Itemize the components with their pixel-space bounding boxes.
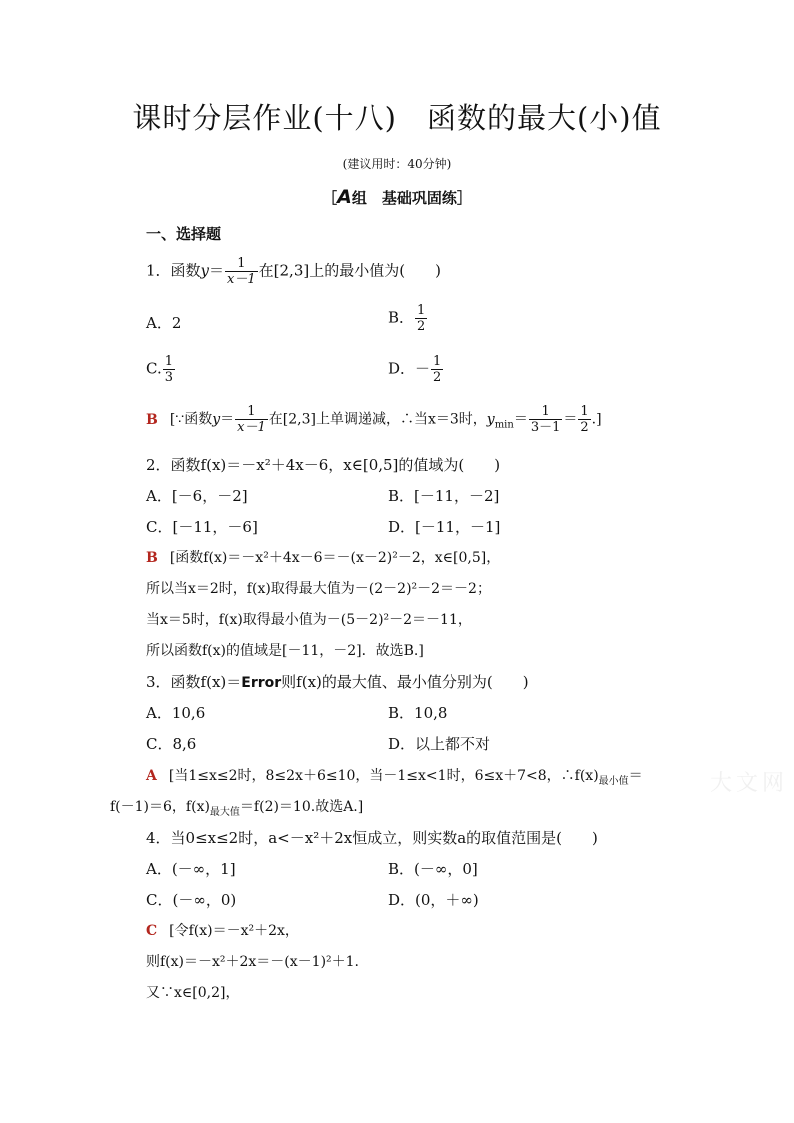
- q3-solution-2: f(－1)＝6，$f(x)_{最大值}=f(2)=10$.故选A.]: [110, 799, 364, 818]
- q4-solution-2: 则f(x)＝－x²＋2x＝－(x－1)²＋1.: [146, 954, 360, 970]
- group-label: 组 基础巩固练: [351, 189, 457, 207]
- group-bracket-close: ］: [456, 189, 472, 207]
- q3-option-a: A．10,6: [146, 704, 206, 722]
- q1-option-d: D．－ $\frac{1}{2}$: [388, 354, 442, 385]
- q2-solution-2: 所以当x＝2时，f(x)取得最大值为－(2－2)²－2＝－2；: [146, 581, 491, 597]
- watermark: 大文网: [709, 771, 788, 796]
- group-heading: [0, 186, 794, 208]
- question-4: 4．当0≤x≤2时，a<－x²＋2x恒成立，则实数a的取值范围是( ): [146, 829, 598, 847]
- q1-y: y: [200, 261, 210, 280]
- question-2: 2．函数f(x)＝－x²＋4x－6，x∈[0,5]的值域为( ): [146, 456, 501, 474]
- q1-option-c: C. $\frac{1}{3}$: [146, 354, 173, 385]
- question-1: [146, 256, 441, 287]
- q3-solution-1: A [当1≤x≤2时，8≤2x＋6≤10，当－1≤x<1时，6≤x＋7<8，$\therefore f(x)_{最小值}=$: [146, 768, 643, 787]
- q4-solution-1: C [令f(x)＝－x²＋2x，: [146, 923, 299, 939]
- q3-option-c: C．8,6: [146, 735, 197, 753]
- q3-option-d: D．以上都不对: [388, 735, 491, 753]
- q4-answer: C: [146, 923, 158, 939]
- group-bracket-open: ［: [322, 189, 338, 207]
- q4-solution-3: 又∵x∈[0,2]，: [146, 985, 240, 1001]
- section-heading: 一、选择题: [146, 225, 222, 243]
- q2-option-a: A．[－6，－2]: [146, 487, 248, 505]
- q4-option-d: D．(0，＋∞): [388, 891, 479, 909]
- suggested-time: (建议用时：40分钟): [342, 157, 452, 171]
- q2-solution-4: 所以函数f(x)的值域是[－11，－2]．故选B.]: [146, 643, 424, 659]
- q1-fraction: $\frac{1}{x-1}$: [227, 256, 256, 287]
- q1-option-b: B． $\frac{1}{2}$: [388, 303, 426, 334]
- q1-answer: B: [146, 411, 158, 428]
- q1-pre: 1．函数: [146, 261, 201, 280]
- group-letter: A: [337, 186, 352, 208]
- q3-answer: A: [146, 768, 157, 784]
- q1-eq: ＝: [209, 261, 225, 280]
- q4-option-c: C．(－∞，0): [146, 891, 237, 909]
- q2-solution-1: B [函数f(x)＝－x²＋4x－6＝－(x－2)²－2，x∈[0,5]，: [146, 550, 501, 566]
- question-3: 3．函数f(x)＝Error则f(x)的最大值、最小值分别为( ): [146, 673, 529, 691]
- q4-option-b: B．(－∞，0]: [388, 860, 478, 878]
- q1-solution: B [∵函数y＝ $\frac{1}{x-1}$ 在[2,3]上单调递减，∴当x＝3时，$y_{min}=$ $\frac{1}{3-1}$ ＝ $\frac{1}{2}$ .]: [146, 404, 602, 435]
- q2-solution-3: 当x＝5时，f(x)取得最小值为－(5－2)²－2＝－11，: [146, 612, 472, 628]
- q2-option-c: C．[－11，－6]: [146, 518, 258, 536]
- q2-answer: B: [146, 550, 158, 566]
- q2-option-b: B．[－11，－2]: [388, 487, 500, 505]
- q2-option-d: D．[－11，－1]: [388, 518, 501, 536]
- q4-option-a: A．(－∞，1]: [146, 860, 236, 878]
- page-title: 课时分层作业(十八) 函数的最大(小)值: [132, 101, 662, 135]
- q1-post: 在[2,3]上的最小值为( ): [258, 261, 441, 280]
- q3-option-b: B．10,8: [388, 704, 448, 722]
- q1-option-a: A．2: [146, 314, 182, 332]
- error-placeholder: Error: [241, 675, 282, 691]
